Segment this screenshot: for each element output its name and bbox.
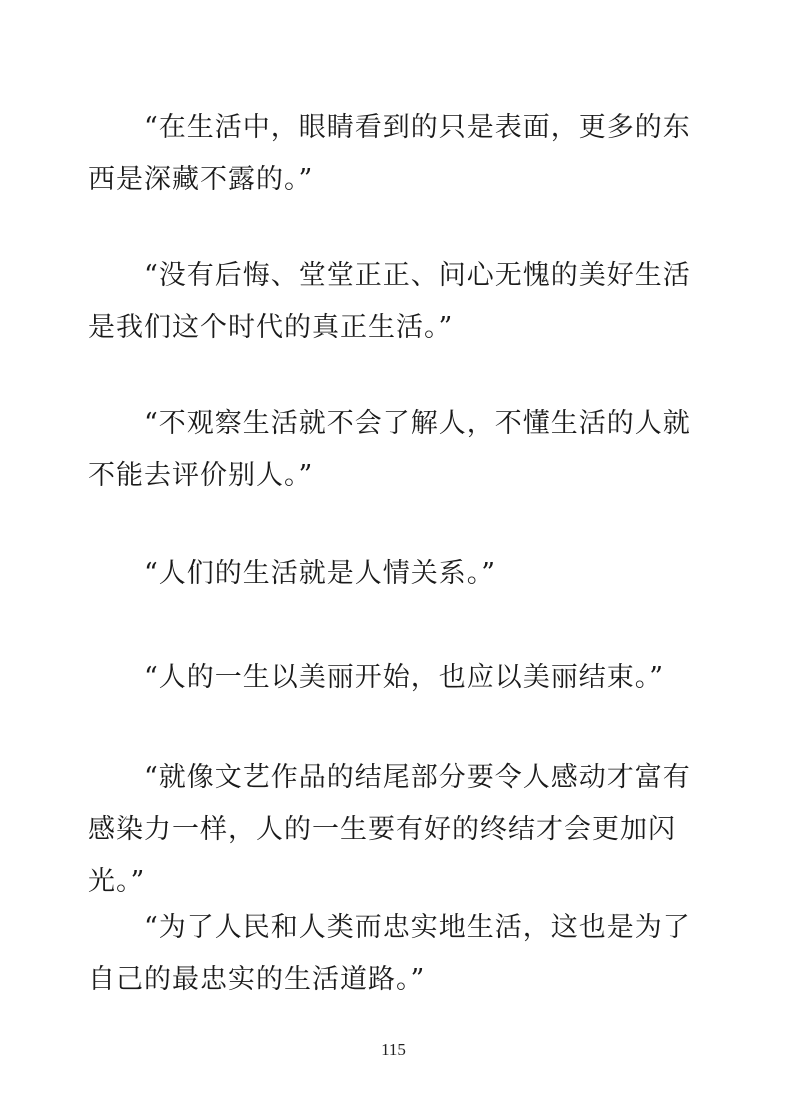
- quote-paragraph-4: “人们的生活就是人情关系。”: [144, 558, 497, 589]
- quote-paragraph-1: “在生活中，眼睛看到的只是表面，更多的东西是深藏不露的。”: [88, 112, 691, 195]
- quote-paragraph-5: “人的一生以美丽开始，也应以美丽结束。”: [144, 662, 665, 693]
- quote-paragraph-3: “不观察生活就不会了解人，不懂生活的人就不能去评价别人。”: [88, 408, 691, 491]
- page-number: 115: [381, 1040, 406, 1059]
- quote-paragraph-7: “为了人民和人类而忠实地生活，这也是为了自己的最忠实的生活道路。”: [88, 912, 691, 995]
- quote-paragraph-6: “就像文艺作品的结尾部分要令人感动才富有感染力一样，人的一生要有好的终结才会更加闪光。”: [88, 762, 691, 897]
- quote-paragraph-2: “没有后悔、堂堂正正、问心无愧的美好生活是我们这个时代的真正生活。”: [88, 260, 691, 343]
